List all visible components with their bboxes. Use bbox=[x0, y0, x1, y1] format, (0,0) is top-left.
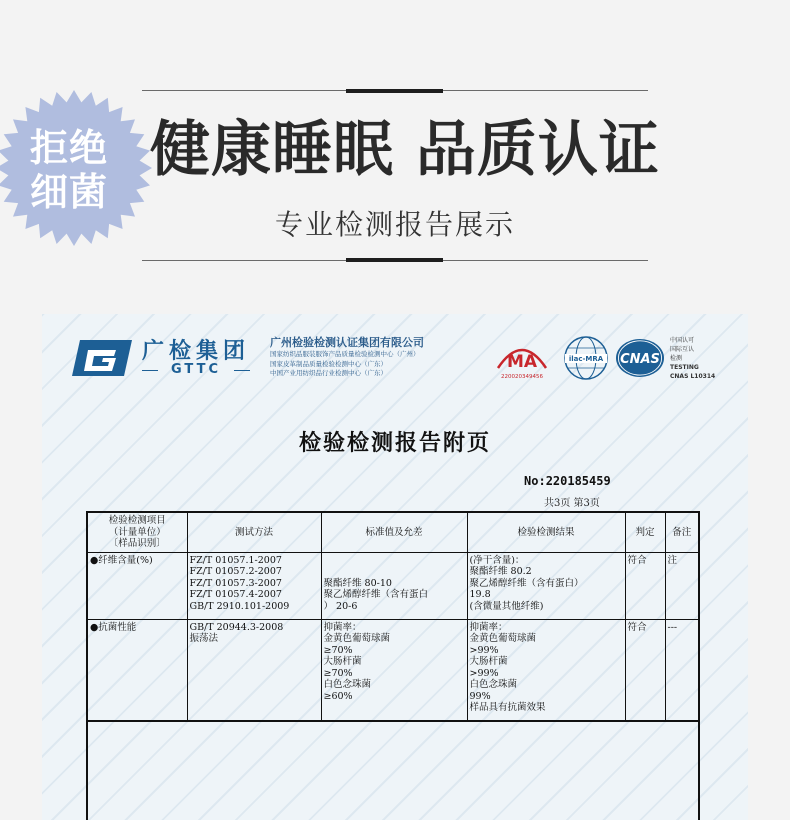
starburst-badge bbox=[0, 88, 156, 250]
cell-item: ●抗菌性能 bbox=[87, 619, 187, 721]
issuing-organization bbox=[270, 336, 510, 379]
testing-line: 检测 bbox=[670, 355, 683, 362]
cma-seal-icon bbox=[494, 338, 550, 380]
cnas-testing-text bbox=[670, 336, 715, 381]
ilac-mra-globe-icon bbox=[562, 334, 610, 382]
testing-line: 中国认可 bbox=[670, 337, 695, 344]
empty-table-area bbox=[87, 721, 699, 820]
page-subtitle: 专业检测报告展示 bbox=[274, 208, 515, 241]
table-row bbox=[87, 552, 699, 619]
cell-judge: 符合 bbox=[625, 552, 665, 619]
badge-line2: 细菌 bbox=[29, 170, 108, 214]
test-results-table bbox=[86, 511, 700, 820]
badge-text bbox=[0, 126, 144, 214]
table-header-row bbox=[87, 512, 699, 552]
cell-result: (净干含量)： 聚酯纤维 80.2 聚乙烯醇纤维（含有蛋白） 19.8 (含微量其他纤维) bbox=[467, 552, 625, 619]
cell-result: 抑菌率： 金黄色葡萄球菌 >99% 大肠杆菌 >99% 白色念珠菌 99% 样品具有抗菌效果 bbox=[467, 619, 625, 721]
bottom-divider bbox=[142, 260, 648, 261]
svg-text:MA: MA bbox=[506, 352, 538, 372]
org-line: 国家皮革制品质量检验检测中心（广东） bbox=[270, 359, 387, 368]
header-judge: 判定 bbox=[625, 512, 665, 552]
cell-standard: 抑菌率： 金黄色葡萄球菌 ≥70% 大肠杆菌 ≥70% 白色念珠菌 ≥60% bbox=[321, 619, 467, 721]
header-note: 备注 bbox=[665, 512, 699, 552]
report-number bbox=[524, 474, 611, 488]
report-number-label: No: bbox=[524, 474, 546, 488]
gttc-logo-icon bbox=[70, 338, 134, 378]
table-row bbox=[87, 619, 699, 721]
cell-method: GB/T 20944.3-2008 振荡法 bbox=[187, 619, 321, 721]
cell-judge: 符合 bbox=[625, 619, 665, 721]
test-report-image bbox=[42, 314, 748, 820]
testing-line: CNAS L10314 bbox=[670, 373, 716, 380]
cnas-seal-icon bbox=[614, 336, 666, 380]
testing-line: 国际互认 bbox=[670, 346, 695, 353]
cma-code: 220020349456 bbox=[501, 374, 543, 380]
header-result: 检验检测结果 bbox=[467, 512, 625, 552]
logo-name-en: GTTC bbox=[142, 362, 250, 377]
ilac-label: ilac-MRA bbox=[568, 355, 604, 363]
header-method: 测试方法 bbox=[187, 512, 321, 552]
page-title: 健康睡眠 品质认证 bbox=[150, 115, 660, 185]
empty-cell bbox=[87, 721, 699, 820]
testing-line: TESTING bbox=[670, 364, 699, 371]
org-line: 中国产业用纺织品行业检测中心（广东） bbox=[270, 369, 387, 377]
cell-item: ●纤维含量(%) bbox=[87, 552, 187, 619]
report-page-info: 共3页 第3页 bbox=[544, 498, 600, 509]
report-number-value: 220185459 bbox=[545, 474, 611, 488]
badge-line1: 拒绝 bbox=[29, 126, 108, 170]
cell-method: FZ/T 01057.1-2007 FZ/T 01057.2-2007 FZ/T 01057.3-2007 FZ/T 01057.4-2007 GB/T 2910.101-2009 bbox=[187, 552, 321, 619]
cell-standard: 聚酯纤维 80-10 聚乙烯醇纤维（含有蛋白 ） 20-6 bbox=[321, 552, 467, 619]
header-item: 检验检测项目 （计量单位） 〔样品识别〕 bbox=[87, 512, 187, 552]
org-title: 广州检验检测认证集团有限公司 bbox=[270, 336, 424, 349]
top-divider bbox=[142, 90, 648, 91]
report-title: 检验检测报告附页 bbox=[298, 430, 491, 456]
header-standard: 标准值及允差 bbox=[321, 512, 467, 552]
cell-note: 注 bbox=[665, 552, 699, 619]
cnas-label: CNAS bbox=[620, 352, 660, 367]
org-line: 国家纺织品服装服饰产品质量检验检测中心（广州） bbox=[270, 350, 420, 358]
logo-name-cn: 广检集团 bbox=[142, 338, 251, 364]
cell-note: --- bbox=[665, 619, 699, 721]
